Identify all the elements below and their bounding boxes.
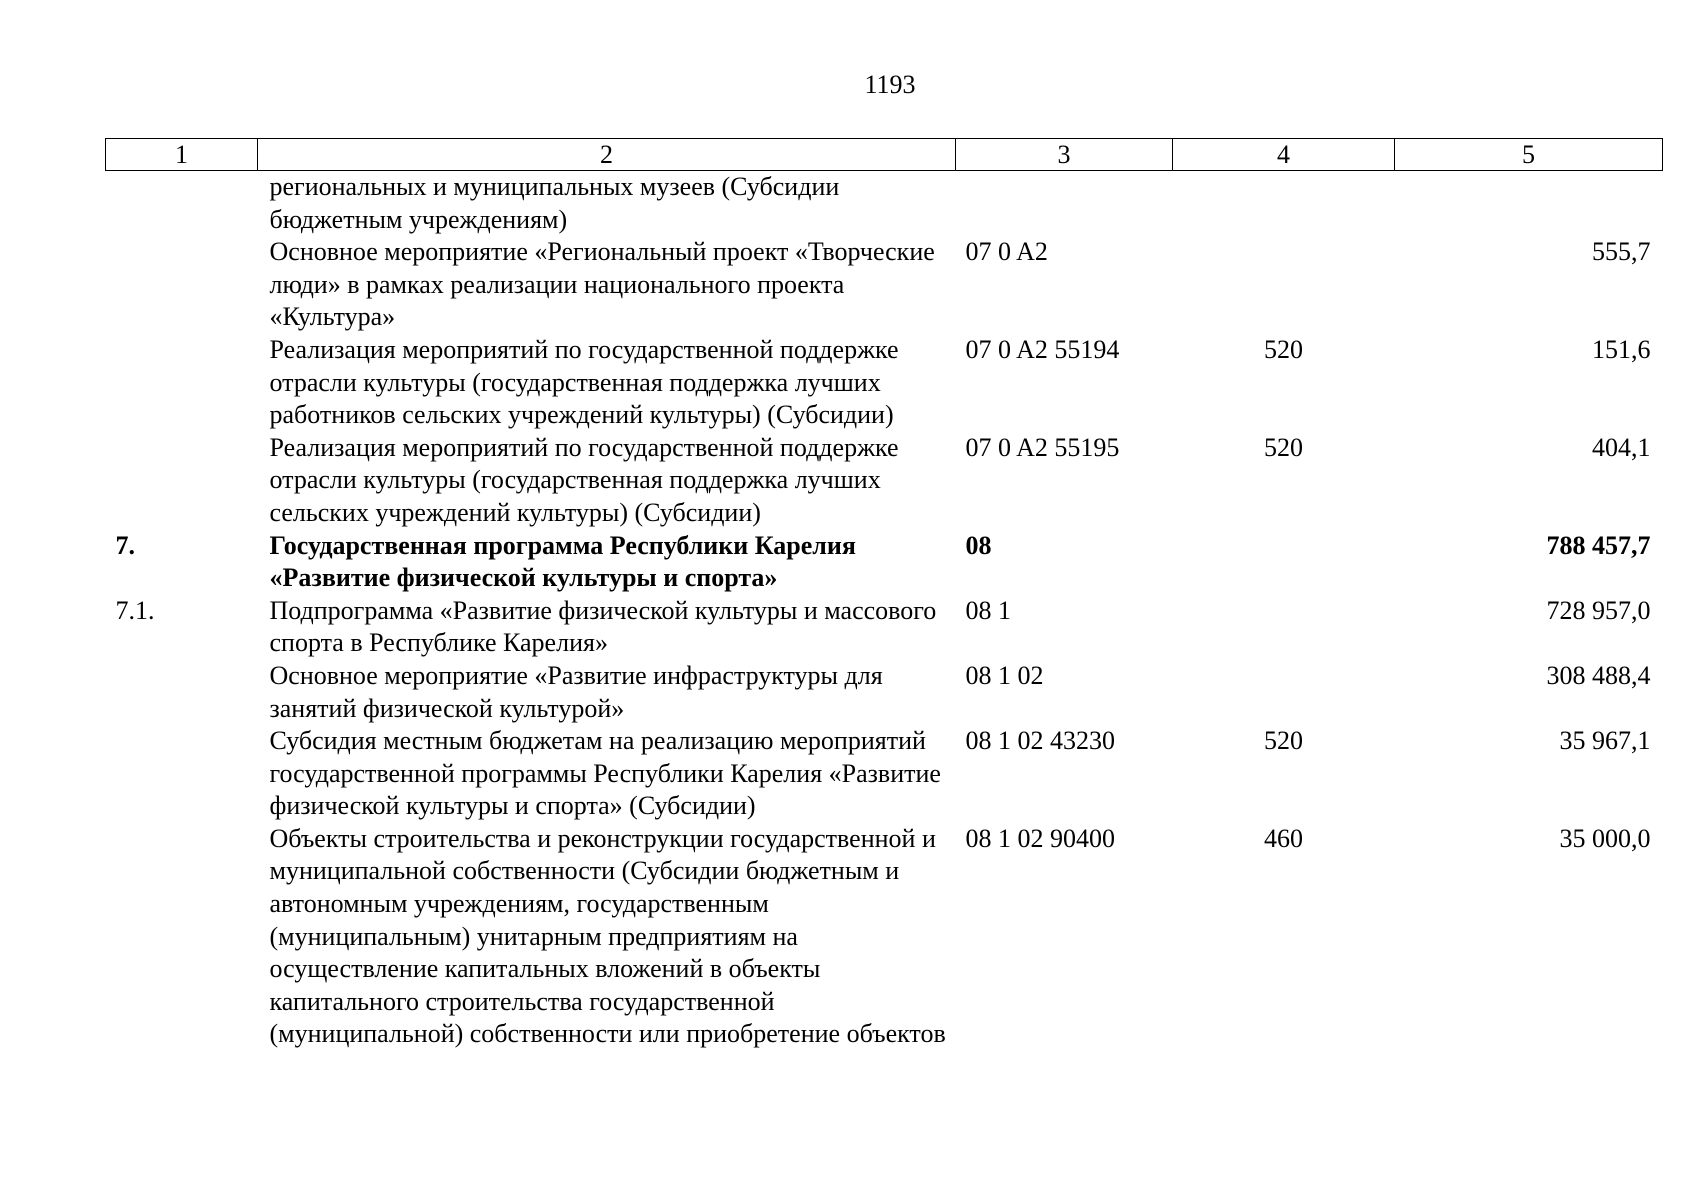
table-row xyxy=(106,595,1663,660)
table-header xyxy=(106,139,1663,171)
row-number xyxy=(106,171,258,237)
table-row xyxy=(106,432,1663,530)
row-expense-type xyxy=(1173,236,1395,334)
row-name: Государственная программа Республики Карелия «Развитие физической культуры и спорта» xyxy=(269,530,856,593)
header-col-1: 1 xyxy=(106,139,258,171)
row-number xyxy=(106,334,258,432)
row-amount: 788 457,7 xyxy=(1546,530,1651,560)
row-name: Реализация мероприятий по государственной поддержке отрасли культуры (государственная поддержка лучших работников сельских учреждений культуры) (Субсидии) xyxy=(269,334,899,430)
header-col-4: 4 xyxy=(1173,139,1395,171)
row-name: Основное мероприятие «Развитие инфраструктуры для занятий физической культурой» xyxy=(269,660,883,723)
row-code: 08 xyxy=(965,530,992,560)
table-row xyxy=(106,660,1663,725)
row-amount xyxy=(1395,171,1663,237)
row-amount: 555,7 xyxy=(1592,237,1651,267)
header-col-3: 3 xyxy=(956,139,1173,171)
row-code: 07 0 A2 xyxy=(965,237,1048,267)
row-number: 7.1. xyxy=(115,595,155,625)
row-expense-type xyxy=(1173,530,1395,595)
table-row xyxy=(106,823,1663,1051)
row-number: 7. xyxy=(115,530,135,560)
row-expense-type xyxy=(1173,660,1395,725)
row-expense-type xyxy=(1173,171,1395,237)
row-amount: 728 957,0 xyxy=(1546,595,1651,625)
row-number xyxy=(106,660,258,725)
row-name: Объекты строительства и реконструкции государственной и муниципальной собственности (Субсидии бюджетным и автономным учреждениям, государственным (муниципальным) унитарным предприятиям на осуществление капитальных вложений в объекты капитального строительства государственной (муниципальной) собственности или приобретение объектов xyxy=(269,823,946,1049)
row-number xyxy=(106,432,258,530)
table-row xyxy=(106,171,1663,237)
row-expense-type xyxy=(1173,595,1395,660)
row-code: 07 0 A2 55195 xyxy=(965,432,1120,462)
row-number xyxy=(106,725,258,823)
row-amount: 308 488,4 xyxy=(1546,660,1651,690)
row-name: региональных и муниципальных музеев (Субсидии бюджетным учреждениям) xyxy=(269,172,840,234)
header-col-2: 2 xyxy=(258,139,956,171)
row-amount: 151,6 xyxy=(1592,334,1651,364)
row-code xyxy=(956,171,1173,237)
budget-table xyxy=(105,138,1663,1051)
row-expense-type: 520 xyxy=(1264,334,1303,364)
table-row xyxy=(106,725,1663,823)
table-row xyxy=(106,334,1663,432)
row-expense-type: 520 xyxy=(1264,726,1303,756)
row-expense-type: 460 xyxy=(1264,823,1303,853)
table-row xyxy=(106,530,1663,595)
row-amount: 35 000,0 xyxy=(1559,823,1651,853)
page-number: 1193 xyxy=(864,70,916,99)
row-number xyxy=(106,823,258,1051)
header-col-5: 5 xyxy=(1395,139,1663,171)
row-number xyxy=(106,236,258,334)
row-name: Подпрограмма «Развитие физической культуры и массового спорта в Республике Карелия» xyxy=(269,595,937,658)
row-expense-type: 520 xyxy=(1264,432,1303,462)
table-body xyxy=(106,171,1663,1052)
row-code: 07 0 A2 55194 xyxy=(965,334,1120,364)
row-amount: 35 967,1 xyxy=(1559,726,1651,756)
row-code: 08 1 02 43230 xyxy=(965,726,1115,756)
row-name: Субсидия местным бюджетам на реализацию мероприятий государственной программы Республики Карелия «Развитие физической культуры и спорта» (Субсидии) xyxy=(269,726,941,821)
row-code: 08 1 xyxy=(965,595,1011,625)
row-code: 08 1 02 xyxy=(965,660,1044,690)
row-name: Основное мероприятие «Региональный проект «Творческие люди» в рамках реализации национального проекта «Культура» xyxy=(269,237,935,332)
table-row xyxy=(106,236,1663,334)
row-name: Реализация мероприятий по государственной поддержке отрасли культуры (государственная поддержка лучших сельских учреждений культуры) (Субсидии) xyxy=(269,432,899,527)
row-code: 08 1 02 90400 xyxy=(965,823,1115,853)
row-amount: 404,1 xyxy=(1592,432,1651,462)
